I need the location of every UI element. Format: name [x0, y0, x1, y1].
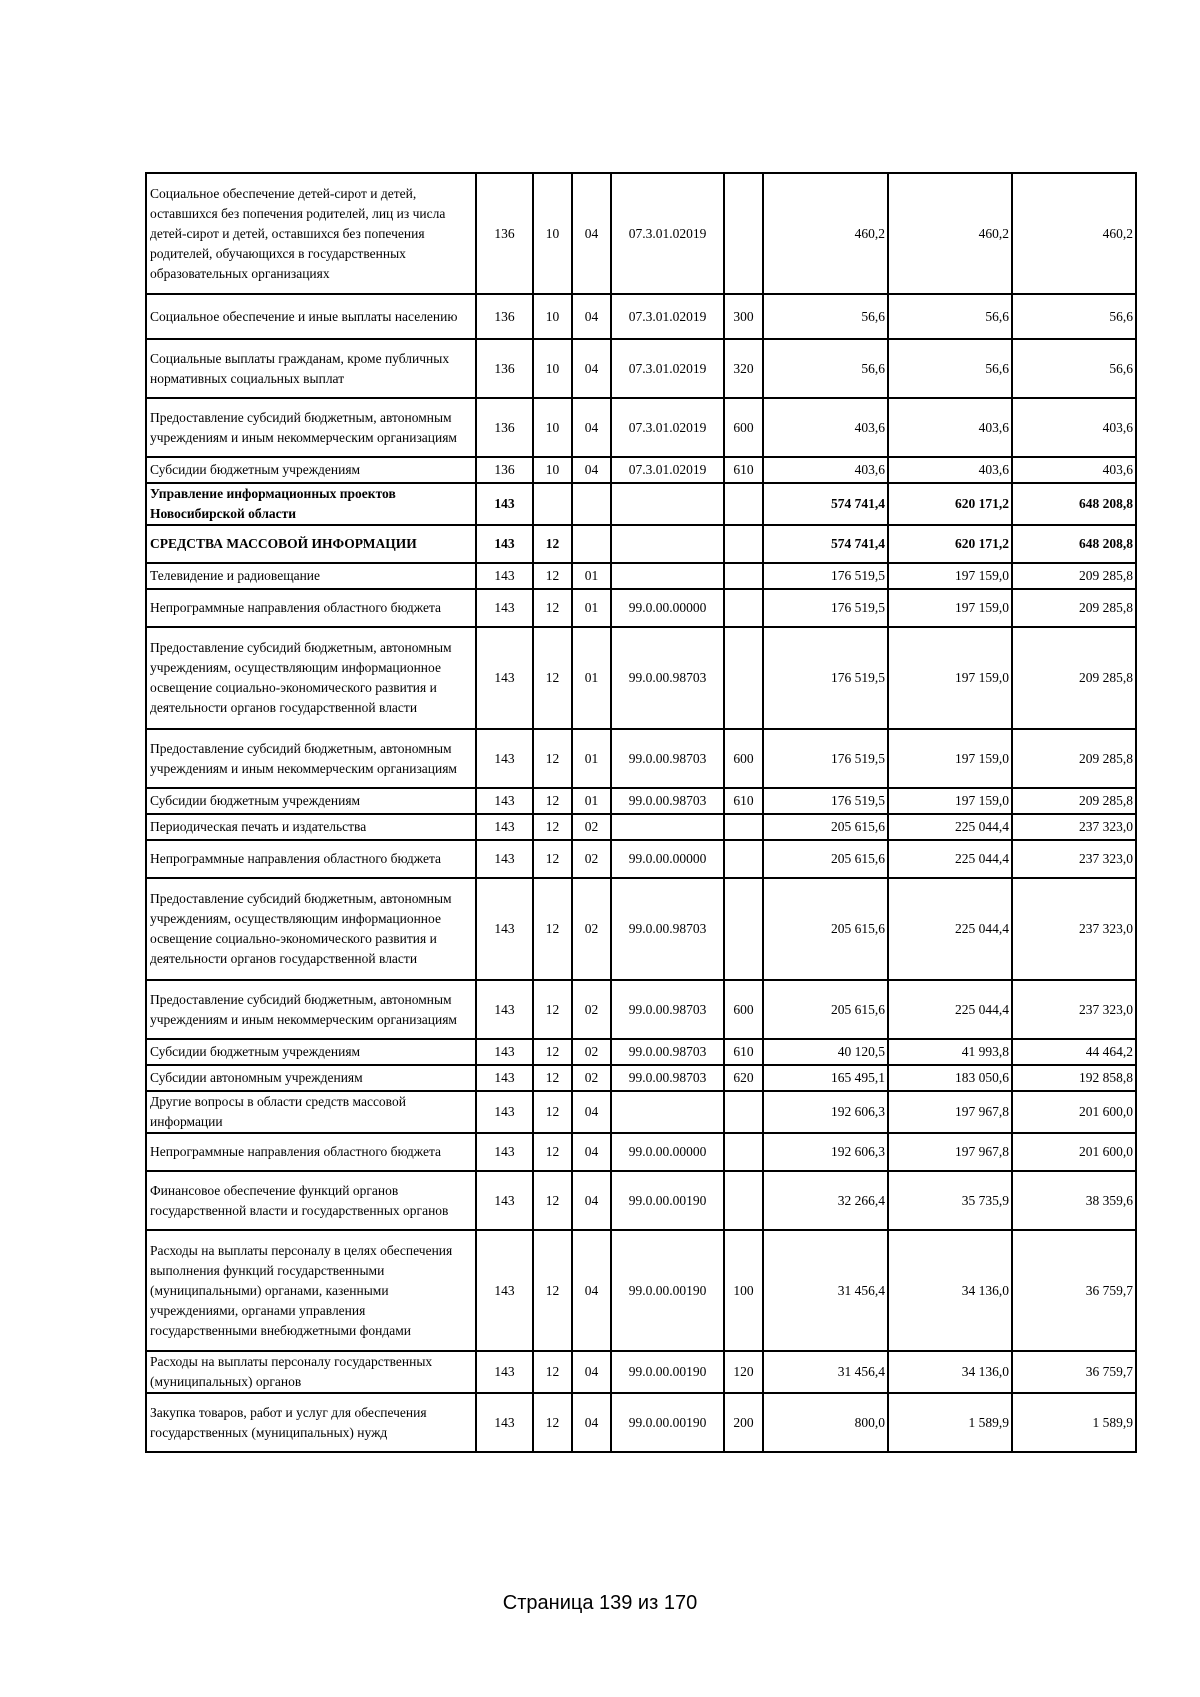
amount-year-1: 192 606,3 [763, 1091, 888, 1133]
table-row [146, 627, 1136, 729]
subsection-code: 04 [572, 1171, 611, 1230]
amount-year-1: 176 519,5 [763, 788, 888, 814]
subsection-code [572, 483, 611, 525]
amount-year-1: 403,6 [763, 398, 888, 457]
item-name: Управление информационных проектов Новосибирской области [146, 483, 476, 525]
item-name: Непрограммные направления областного бюджета [146, 589, 476, 627]
budget-table [145, 172, 1137, 1453]
table-row [146, 563, 1136, 589]
expense-type-code [724, 1133, 763, 1171]
expense-type-code [724, 563, 763, 589]
subsection-code: 04 [572, 173, 611, 294]
expense-type-code: 600 [724, 398, 763, 457]
section-code: 12 [533, 525, 572, 563]
target-article-code: 99.0.00.00190 [611, 1351, 724, 1393]
expense-type-code: 320 [724, 339, 763, 398]
dept-code: 136 [476, 173, 533, 294]
table-row [146, 814, 1136, 840]
expense-type-code [724, 589, 763, 627]
amount-year-3: 403,6 [1012, 398, 1136, 457]
section-code: 12 [533, 627, 572, 729]
table-row [146, 339, 1136, 398]
target-article-code: 99.0.00.98703 [611, 980, 724, 1039]
subsection-code: 04 [572, 339, 611, 398]
table-row [146, 294, 1136, 339]
dept-code: 143 [476, 589, 533, 627]
expense-type-code [724, 483, 763, 525]
subsection-code: 01 [572, 788, 611, 814]
amount-year-3: 237 323,0 [1012, 980, 1136, 1039]
amount-year-3: 201 600,0 [1012, 1133, 1136, 1171]
item-name: Субсидии бюджетным учреждениям [146, 1039, 476, 1065]
amount-year-2: 197 159,0 [888, 627, 1012, 729]
item-name: Расходы на выплаты персоналу в целях обеспечения выполнения функций государственными (муниципальными) органами, казенными учреждениями, органами управления государственными внебюджетными фондами [146, 1230, 476, 1351]
amount-year-3: 237 323,0 [1012, 840, 1136, 878]
subsection-code: 04 [572, 1133, 611, 1171]
amount-year-1: 176 519,5 [763, 589, 888, 627]
item-name: Непрограммные направления областного бюджета [146, 840, 476, 878]
item-name: Предоставление субсидий бюджетным, автономным учреждениям, осуществляющим информационное освещение социально-экономического развития и деятельности органов государственной власти [146, 627, 476, 729]
target-article-code [611, 1091, 724, 1133]
table-row [146, 589, 1136, 627]
target-article-code: 07.3.01.02019 [611, 339, 724, 398]
dept-code: 136 [476, 339, 533, 398]
dept-code: 143 [476, 980, 533, 1039]
amount-year-2: 197 159,0 [888, 788, 1012, 814]
target-article-code [611, 814, 724, 840]
expense-type-code: 300 [724, 294, 763, 339]
target-article-code: 07.3.01.02019 [611, 457, 724, 483]
subsection-code: 04 [572, 1393, 611, 1452]
table-row [146, 1065, 1136, 1091]
amount-year-2: 225 044,4 [888, 980, 1012, 1039]
item-name: Предоставление субсидий бюджетным, автономным учреждениям и иным некоммерческим организациям [146, 980, 476, 1039]
amount-year-3: 209 285,8 [1012, 563, 1136, 589]
target-article-code: 07.3.01.02019 [611, 398, 724, 457]
amount-year-2: 56,6 [888, 294, 1012, 339]
dept-code: 136 [476, 457, 533, 483]
item-name: Субсидии бюджетным учреждениям [146, 457, 476, 483]
amount-year-1: 32 266,4 [763, 1171, 888, 1230]
table-row [146, 1230, 1136, 1351]
dept-code: 143 [476, 627, 533, 729]
item-name: Социальные выплаты гражданам, кроме публичных нормативных социальных выплат [146, 339, 476, 398]
table-row [146, 457, 1136, 483]
amount-year-1: 165 495,1 [763, 1065, 888, 1091]
subsection-code: 01 [572, 589, 611, 627]
target-article-code: 99.0.00.00190 [611, 1230, 724, 1351]
subsection-code: 02 [572, 840, 611, 878]
subsection-code: 02 [572, 878, 611, 980]
table-row [146, 1091, 1136, 1133]
amount-year-3: 44 464,2 [1012, 1039, 1136, 1065]
target-article-code: 99.0.00.98703 [611, 1039, 724, 1065]
subsection-code: 01 [572, 729, 611, 788]
target-article-code: 99.0.00.98703 [611, 1065, 724, 1091]
amount-year-1: 40 120,5 [763, 1039, 888, 1065]
target-article-code: 99.0.00.98703 [611, 878, 724, 980]
amount-year-1: 403,6 [763, 457, 888, 483]
section-code [533, 483, 572, 525]
section-code: 12 [533, 878, 572, 980]
amount-year-2: 403,6 [888, 457, 1012, 483]
target-article-code: 99.0.00.00190 [611, 1171, 724, 1230]
amount-year-1: 56,6 [763, 294, 888, 339]
dept-code: 143 [476, 1091, 533, 1133]
subsection-code: 02 [572, 1039, 611, 1065]
table-row [146, 788, 1136, 814]
section-code: 12 [533, 729, 572, 788]
item-name: Субсидии бюджетным учреждениям [146, 788, 476, 814]
item-name: Предоставление субсидий бюджетным, автономным учреждениям и иным некоммерческим организациям [146, 729, 476, 788]
amount-year-2: 34 136,0 [888, 1230, 1012, 1351]
expense-type-code [724, 840, 763, 878]
amount-year-3: 201 600,0 [1012, 1091, 1136, 1133]
target-article-code: 07.3.01.02019 [611, 173, 724, 294]
item-name: Расходы на выплаты персоналу государственных (муниципальных) органов [146, 1351, 476, 1393]
item-name: Финансовое обеспечение функций органов государственной власти и государственных органов [146, 1171, 476, 1230]
dept-code: 143 [476, 525, 533, 563]
item-name: Периодическая печать и издательства [146, 814, 476, 840]
table-row [146, 398, 1136, 457]
amount-year-2: 197 967,8 [888, 1091, 1012, 1133]
amount-year-3: 209 285,8 [1012, 627, 1136, 729]
amount-year-1: 205 615,6 [763, 840, 888, 878]
table-row [146, 1171, 1136, 1230]
expense-type-code [724, 878, 763, 980]
expense-type-code [724, 525, 763, 563]
dept-code: 143 [476, 729, 533, 788]
page-number: Страница 139 из 170 [502, 1592, 698, 1614]
target-article-code: 99.0.00.98703 [611, 729, 724, 788]
target-article-code: 99.0.00.00000 [611, 840, 724, 878]
amount-year-3: 648 208,8 [1012, 525, 1136, 563]
expense-type-code: 600 [724, 980, 763, 1039]
section-code: 12 [533, 1230, 572, 1351]
amount-year-1: 31 456,4 [763, 1230, 888, 1351]
amount-year-3: 36 759,7 [1012, 1351, 1136, 1393]
subsection-code: 01 [572, 627, 611, 729]
item-name: Другие вопросы в области средств массовой информации [146, 1091, 476, 1133]
table-row [146, 1351, 1136, 1393]
section-code: 10 [533, 294, 572, 339]
amount-year-3: 403,6 [1012, 457, 1136, 483]
item-name: Предоставление субсидий бюджетным, автономным учреждениям и иным некоммерческим организациям [146, 398, 476, 457]
item-name: Закупка товаров, работ и услуг для обеспечения государственных (муниципальных) нужд [146, 1393, 476, 1452]
section-code: 12 [533, 840, 572, 878]
amount-year-3: 56,6 [1012, 294, 1136, 339]
dept-code: 143 [476, 563, 533, 589]
dept-code: 143 [476, 1133, 533, 1171]
section-code: 10 [533, 398, 572, 457]
amount-year-2: 620 171,2 [888, 483, 1012, 525]
amount-year-2: 183 050,6 [888, 1065, 1012, 1091]
amount-year-2: 197 967,8 [888, 1133, 1012, 1171]
dept-code: 143 [476, 1393, 533, 1452]
amount-year-2: 35 735,9 [888, 1171, 1012, 1230]
expense-type-code [724, 627, 763, 729]
dept-code: 136 [476, 398, 533, 457]
expense-type-code [724, 1091, 763, 1133]
expense-type-code [724, 1171, 763, 1230]
expense-type-code: 100 [724, 1230, 763, 1351]
target-article-code: 99.0.00.00000 [611, 589, 724, 627]
section-code: 12 [533, 589, 572, 627]
item-name: Телевидение и радиовещание [146, 563, 476, 589]
dept-code: 143 [476, 840, 533, 878]
section-code: 12 [533, 1393, 572, 1452]
table-row [146, 483, 1136, 525]
expense-type-code: 610 [724, 1039, 763, 1065]
amount-year-3: 56,6 [1012, 339, 1136, 398]
target-article-code [611, 483, 724, 525]
table-row [146, 878, 1136, 980]
expense-type-code [724, 814, 763, 840]
subsection-code: 01 [572, 563, 611, 589]
target-article-code [611, 525, 724, 563]
amount-year-1: 176 519,5 [763, 729, 888, 788]
section-code: 10 [533, 173, 572, 294]
item-name: Субсидии автономным учреждениям [146, 1065, 476, 1091]
amount-year-2: 34 136,0 [888, 1351, 1012, 1393]
dept-code: 143 [476, 1171, 533, 1230]
target-article-code: 07.3.01.02019 [611, 294, 724, 339]
section-code: 12 [533, 1171, 572, 1230]
section-code: 12 [533, 788, 572, 814]
table-row [146, 525, 1136, 563]
section-code: 12 [533, 814, 572, 840]
amount-year-1: 460,2 [763, 173, 888, 294]
item-name: Непрограммные направления областного бюджета [146, 1133, 476, 1171]
amount-year-2: 225 044,4 [888, 814, 1012, 840]
expense-type-code [724, 173, 763, 294]
amount-year-3: 209 285,8 [1012, 729, 1136, 788]
amount-year-1: 574 741,4 [763, 483, 888, 525]
amount-year-3: 460,2 [1012, 173, 1136, 294]
amount-year-2: 1 589,9 [888, 1393, 1012, 1452]
dept-code: 143 [476, 483, 533, 525]
target-article-code [611, 563, 724, 589]
subsection-code: 04 [572, 1091, 611, 1133]
amount-year-1: 800,0 [763, 1393, 888, 1452]
dept-code: 143 [476, 814, 533, 840]
dept-code: 143 [476, 1065, 533, 1091]
item-name: Социальное обеспечение детей-сирот и детей, оставшихся без попечения родителей, лиц из числа детей-сирот и детей, оставшихся без попечения родителей, обучающихся в государственных образовательных организациях [146, 173, 476, 294]
subsection-code: 04 [572, 294, 611, 339]
target-article-code: 99.0.00.00190 [611, 1393, 724, 1452]
amount-year-1: 574 741,4 [763, 525, 888, 563]
amount-year-2: 403,6 [888, 398, 1012, 457]
expense-type-code: 600 [724, 729, 763, 788]
item-name: Социальное обеспечение и иные выплаты населению [146, 294, 476, 339]
amount-year-2: 620 171,2 [888, 525, 1012, 563]
table-row [146, 729, 1136, 788]
dept-code: 143 [476, 878, 533, 980]
amount-year-1: 176 519,5 [763, 563, 888, 589]
amount-year-3: 192 858,8 [1012, 1065, 1136, 1091]
amount-year-2: 41 993,8 [888, 1039, 1012, 1065]
expense-type-code: 610 [724, 788, 763, 814]
section-code: 10 [533, 339, 572, 398]
subsection-code: 04 [572, 1230, 611, 1351]
amount-year-2: 197 159,0 [888, 589, 1012, 627]
amount-year-2: 56,6 [888, 339, 1012, 398]
section-code: 12 [533, 1065, 572, 1091]
expense-type-code: 610 [724, 457, 763, 483]
amount-year-3: 1 589,9 [1012, 1393, 1136, 1452]
amount-year-1: 192 606,3 [763, 1133, 888, 1171]
amount-year-1: 205 615,6 [763, 814, 888, 840]
amount-year-2: 225 044,4 [888, 840, 1012, 878]
section-code: 10 [533, 457, 572, 483]
subsection-code: 04 [572, 457, 611, 483]
amount-year-3: 36 759,7 [1012, 1230, 1136, 1351]
table-row [146, 1393, 1136, 1452]
subsection-code: 02 [572, 814, 611, 840]
subsection-code: 04 [572, 398, 611, 457]
table-row [146, 980, 1136, 1039]
section-code: 12 [533, 1351, 572, 1393]
expense-type-code: 620 [724, 1065, 763, 1091]
amount-year-1: 31 456,4 [763, 1351, 888, 1393]
subsection-code: 02 [572, 980, 611, 1039]
amount-year-1: 176 519,5 [763, 627, 888, 729]
amount-year-3: 237 323,0 [1012, 814, 1136, 840]
amount-year-1: 205 615,6 [763, 980, 888, 1039]
subsection-code [572, 525, 611, 563]
subsection-code: 04 [572, 1351, 611, 1393]
table-row [146, 173, 1136, 294]
expense-type-code: 200 [724, 1393, 763, 1452]
section-code: 12 [533, 1091, 572, 1133]
target-article-code: 99.0.00.98703 [611, 788, 724, 814]
amount-year-1: 56,6 [763, 339, 888, 398]
dept-code: 143 [476, 1039, 533, 1065]
amount-year-2: 197 159,0 [888, 563, 1012, 589]
amount-year-2: 460,2 [888, 173, 1012, 294]
section-code: 12 [533, 563, 572, 589]
section-code: 12 [533, 980, 572, 1039]
section-code: 12 [533, 1039, 572, 1065]
amount-year-2: 225 044,4 [888, 878, 1012, 980]
amount-year-3: 209 285,8 [1012, 589, 1136, 627]
amount-year-3: 209 285,8 [1012, 788, 1136, 814]
amount-year-2: 197 159,0 [888, 729, 1012, 788]
amount-year-3: 648 208,8 [1012, 483, 1136, 525]
amount-year-1: 205 615,6 [763, 878, 888, 980]
item-name: СРЕДСТВА МАССОВОЙ ИНФОРМАЦИИ [146, 525, 476, 563]
dept-code: 143 [476, 1351, 533, 1393]
table-row [146, 1039, 1136, 1065]
table-row [146, 1133, 1136, 1171]
table-row [146, 840, 1136, 878]
dept-code: 143 [476, 1230, 533, 1351]
amount-year-3: 38 359,6 [1012, 1171, 1136, 1230]
target-article-code: 99.0.00.98703 [611, 627, 724, 729]
section-code: 12 [533, 1133, 572, 1171]
target-article-code: 99.0.00.00000 [611, 1133, 724, 1171]
expense-type-code: 120 [724, 1351, 763, 1393]
dept-code: 136 [476, 294, 533, 339]
dept-code: 143 [476, 788, 533, 814]
amount-year-3: 237 323,0 [1012, 878, 1136, 980]
subsection-code: 02 [572, 1065, 611, 1091]
item-name: Предоставление субсидий бюджетным, автономным учреждениям, осуществляющим информационное освещение социально-экономического развития и деятельности органов государственной власти [146, 878, 476, 980]
